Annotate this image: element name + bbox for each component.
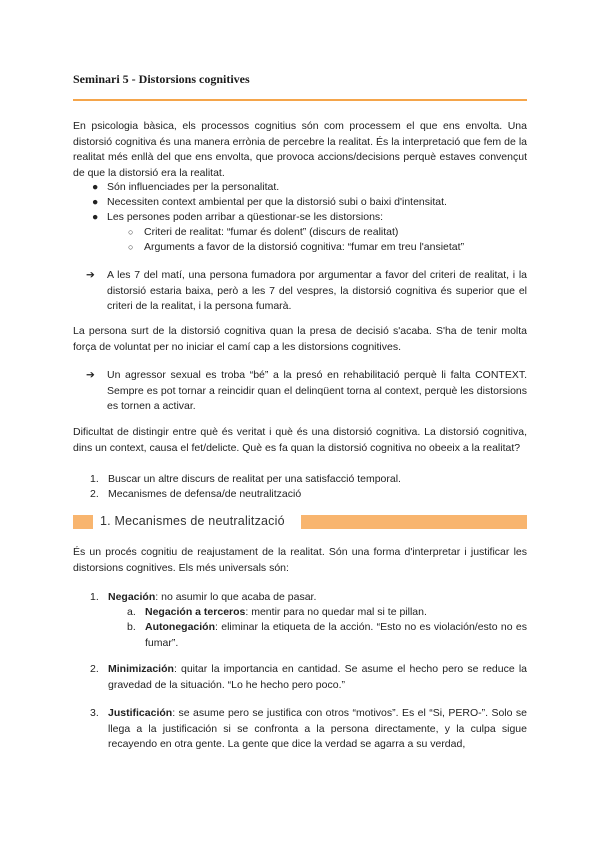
heading-bar-left	[73, 515, 93, 529]
section-heading: 1. Mecanismes de neutralització	[73, 514, 527, 530]
bullet-icon: ●	[92, 211, 99, 223]
arrow-right-icon: ➔	[86, 269, 95, 281]
paragraph: La persona surt de la distorsió cognitiva quan la presa de decisió s'acaba. S'ha de tenir molta força de voluntat per no iniciar el camí cap a les distorsions cognitives.	[73, 325, 527, 353]
bullet-icon: ●	[92, 181, 99, 193]
circle-bullet-icon: ○	[128, 227, 134, 237]
circle-bullet-icon: ○	[128, 242, 134, 252]
arrow-right-icon: ➔	[86, 369, 95, 381]
page-title: Seminari 5 - Distorsions cognitives	[73, 72, 250, 86]
heading-bar-right	[301, 515, 527, 529]
bullet-icon: ●	[92, 196, 99, 208]
paragraph: Dificultat de distingir entre què és veritat i què és una distorsió cognitiva. La distorsió cognitiva, dins un context, causa el fet/delicte. Què es fa quan la distorsió cognitiva no obeeix a la realitat?	[73, 426, 527, 454]
paragraph: És un procés cognitiu de reajustament de la realitat. Són una forma d'interpretar i justificar les distorsions cognitives. Els més universals són:	[73, 546, 527, 574]
title-rule	[73, 99, 527, 101]
intro-paragraph: En psicologia bàsica, els processos cognitius són com processem el que ens envolta. Una distorsió cognitiva és una manera errònia de percebre la realitat. És la interpretació que fem de la realitat més enllà del que ens envolta, que provoca accions/decisions perquè estaves convençut de que la distorsió era la realitat.	[73, 120, 527, 179]
